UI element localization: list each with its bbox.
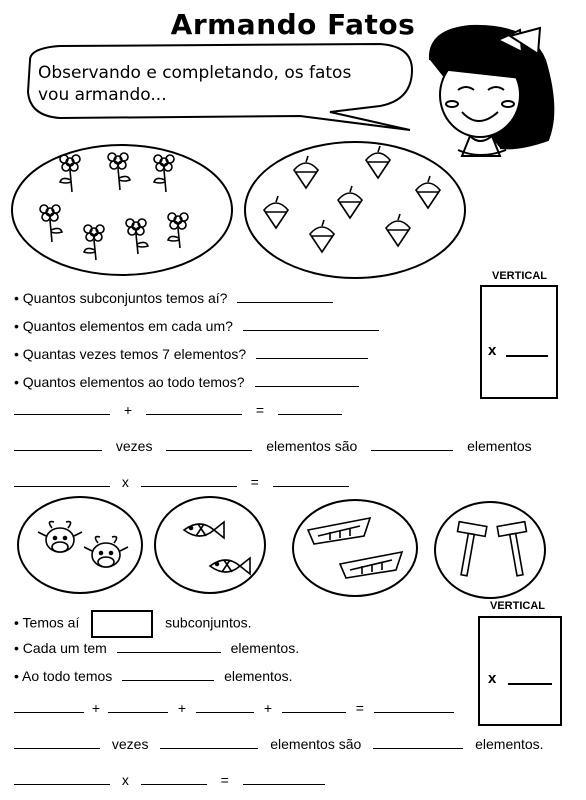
question-2: • Quantos elementos em cada um? bbox=[14, 318, 379, 334]
boat-icons bbox=[308, 518, 402, 578]
blank2-add-result[interactable] bbox=[374, 700, 454, 713]
speech-bubble-text: Observando e completando, os fatos vou armando... bbox=[38, 63, 352, 105]
spinning-top-icons bbox=[264, 146, 440, 252]
fish-icons bbox=[184, 522, 250, 574]
multiplication-sentence-1: x = bbox=[14, 474, 349, 490]
statement-2: • Cada um tem elementos. bbox=[14, 640, 300, 656]
blank-times-1[interactable] bbox=[14, 438, 102, 451]
addition-sentence-2: + + + = bbox=[14, 700, 454, 716]
hammer-icons bbox=[450, 522, 534, 578]
question-4: • Quantos elementos ao todo temos? bbox=[14, 374, 359, 390]
vertical-answer-line-2[interactable] bbox=[508, 683, 552, 685]
blank2-times-1[interactable] bbox=[14, 736, 100, 749]
answer-line-s2[interactable] bbox=[117, 640, 221, 653]
blank-add-2[interactable] bbox=[146, 402, 242, 415]
blank-mult-2[interactable] bbox=[141, 474, 237, 487]
answer-line-q1[interactable] bbox=[237, 290, 333, 303]
question-1: • Quantos subconjuntos temos aí? bbox=[14, 290, 333, 306]
answer-line-q2[interactable] bbox=[243, 318, 379, 331]
blank2-mult-result[interactable] bbox=[243, 772, 325, 785]
times-sentence-2: vezes elementos são elementos. bbox=[14, 736, 544, 752]
blank-mult-1[interactable] bbox=[14, 474, 110, 487]
answer-line-s3[interactable] bbox=[122, 668, 214, 681]
blank-times-2[interactable] bbox=[166, 438, 252, 451]
addition-sentence-1: + = bbox=[14, 402, 342, 418]
multiplication-sentence-2: x = bbox=[14, 772, 325, 788]
question-3: • Quantas vezes temos 7 elementos? bbox=[14, 346, 368, 362]
vertical-answer-line-1[interactable] bbox=[506, 355, 548, 357]
blank2-times-3[interactable] bbox=[373, 736, 463, 749]
subsets-answer-box[interactable] bbox=[91, 610, 153, 638]
flower-icons bbox=[40, 153, 188, 260]
answer-line-q3[interactable] bbox=[256, 346, 368, 359]
vertical-label-1: VERTICAL bbox=[492, 270, 547, 282]
set-ellipse-hammers bbox=[435, 502, 545, 598]
page-title: Armando Fatos bbox=[170, 8, 416, 41]
blank-add-result[interactable] bbox=[278, 402, 342, 415]
blank2-add-3[interactable] bbox=[196, 700, 254, 713]
statement-1: • Temos aí subconjuntos. bbox=[14, 610, 252, 638]
set-ellipse-cows bbox=[18, 497, 142, 593]
cow-icons bbox=[38, 522, 128, 567]
statement-3: • Ao todo temos elementos. bbox=[14, 668, 293, 684]
set-ellipse-fish bbox=[155, 497, 265, 593]
vertical-x-mark-1: x bbox=[488, 342, 497, 359]
set-ellipse-boats bbox=[293, 500, 417, 596]
girl-face-icon bbox=[430, 26, 553, 156]
blank2-mult-1[interactable] bbox=[14, 772, 110, 785]
blank-times-3[interactable] bbox=[371, 438, 453, 451]
answer-line-q4[interactable] bbox=[255, 374, 359, 387]
blank2-times-2[interactable] bbox=[160, 736, 258, 749]
times-sentence-1: vezes elementos são elementos bbox=[14, 438, 532, 454]
vertical-x-mark-2: x bbox=[488, 670, 497, 687]
blank-add-1[interactable] bbox=[14, 402, 110, 415]
blank2-mult-2[interactable] bbox=[141, 772, 207, 785]
vertical-label-2: VERTICAL bbox=[490, 600, 545, 612]
blank2-add-2[interactable] bbox=[108, 700, 168, 713]
set-ellipse-flowers bbox=[12, 145, 232, 275]
blank-mult-result[interactable] bbox=[273, 474, 349, 487]
blank2-add-4[interactable] bbox=[282, 700, 346, 713]
blank2-add-1[interactable] bbox=[14, 700, 84, 713]
